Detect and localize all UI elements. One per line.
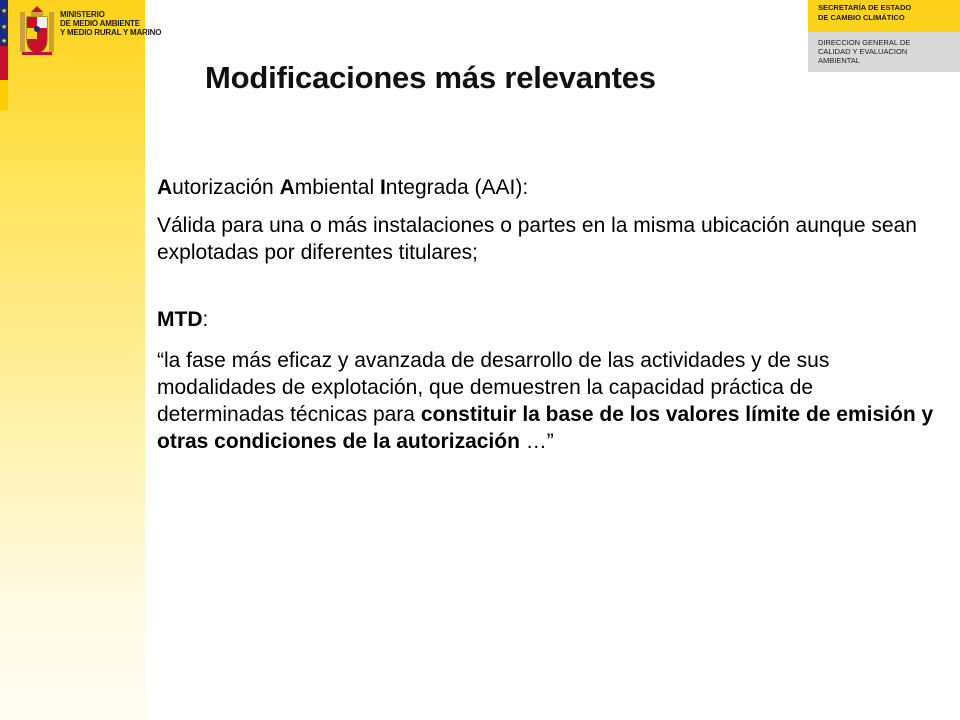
secretaria-box (808, 0, 960, 72)
aai-description: Válida para una o más instalaciones o partes en la misma ubicación aunque sean explotadas por diferentes titulares; (157, 214, 917, 264)
direccion-line: CALIDAD Y EVALUACION (818, 47, 908, 56)
slide-title: Modificaciones más relevantes (205, 60, 656, 95)
ministry-line: Y MEDIO RURAL Y MARINO (60, 28, 162, 37)
secretaria-line: SECRETARÍA DE ESTADO (818, 3, 912, 12)
aai-heading: Autorización Ambiental Integrada (AAI): (157, 176, 529, 199)
eu-spain-flag-strip: ★ ★ ★ (0, 0, 8, 110)
secretaria-line: DE CAMBIO CLIMÁTICO (818, 13, 905, 22)
direccion-line: DIRECCION GENERAL DE (818, 38, 911, 47)
direccion-label (808, 32, 960, 72)
slide-content (157, 174, 937, 455)
coat-of-arms-icon (18, 4, 56, 64)
ministry-line: MINISTERIO (60, 10, 105, 19)
direccion-line: AMBIENTAL (818, 56, 860, 65)
ministry-logo-text (60, 10, 161, 37)
mtd-definition: “la fase más eficaz y avanzada de desarrollo de las actividades y de sus modalidades de explotación, que demuestren la capacidad práctica de determinadas técnicas para constituir la base de los valores límite de emisión y otras condiciones de la autorización …” (157, 349, 934, 453)
side-band (0, 0, 145, 720)
ministry-line: DE MEDIO AMBIENTE (60, 19, 140, 28)
secretaria-label (808, 0, 960, 32)
mtd-heading: MTD: (157, 308, 209, 331)
